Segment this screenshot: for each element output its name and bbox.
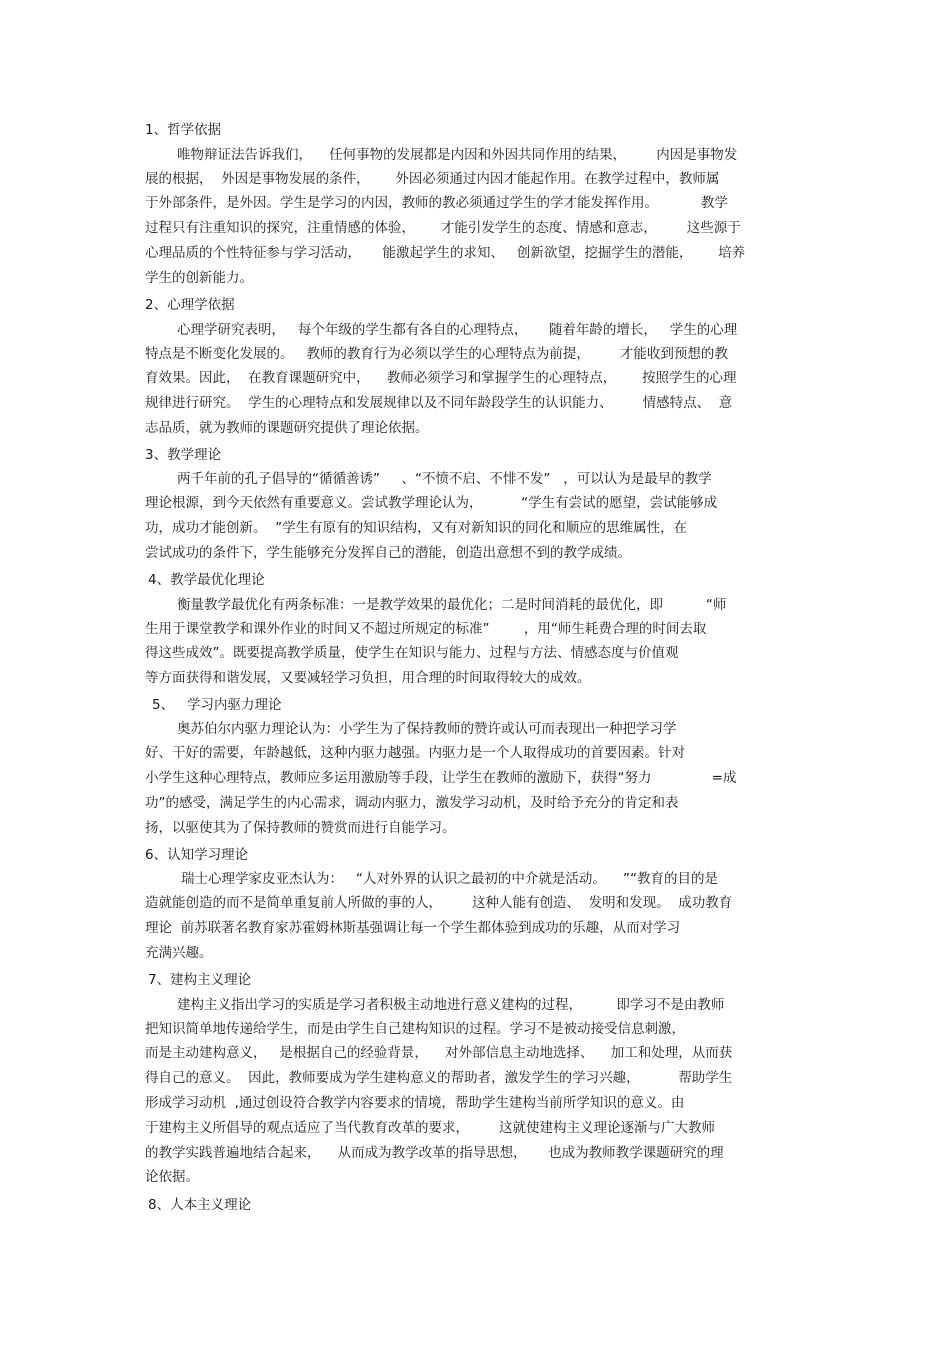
paragraph-line: 小学生这种心理特点，教师应多运用激励等手段，让学生在教师的激励下，获得“努力 =成 (145, 770, 737, 786)
paragraph-line: 好、干好的需要，年龄越低，这种内驱力越强。内驱力是一个人取得成功的首要因素。针对 (145, 745, 685, 761)
paragraph-line: 育效果。因此， 在教育课题研究中， 教师必须学习和掌握学生的心理特点， 按照学生的心理 (145, 370, 737, 386)
paragraph-line: 瑞士心理学家皮亚杰认为： “人对外界的认识之最初的中介就是活动。 ”“教育的目的是 (181, 871, 719, 887)
paragraph-line: 功”的感受，满足学生的内心需求，调动内驱力，激发学习动机，及时给予充分的肯定和表 (145, 795, 679, 811)
paragraph-line: 扬，以驱使其为了保持教师的赞赏而进行自能学习。 (145, 820, 456, 836)
section-heading: 5、 学习内驱力理论 (152, 697, 282, 713)
paragraph-line: 于建构主义所倡导的观点适应了当代教育改革的要求， 这就使建构主义理论逐渐与广大教师 (145, 1120, 716, 1136)
paragraph-line: 于外部条件，是外因。学生是学习的内因，教师的教必须通过学生的学才能发挥作用。 教学 (145, 195, 728, 211)
paragraph-line: 的教学实践普遍地结合起来， 从而成为教学改革的指导思想， 也成为教师教学课题研究的理 (145, 1145, 724, 1161)
section-heading: 7、建构主义理论 (148, 972, 252, 988)
paragraph-line: 特点是不断变化发展的。 教师的教育行为必须以学生的心理特点为前提， 才能收到预想的教 (145, 346, 728, 362)
paragraph-line: 心理学研究表明， 每个年级的学生都有各自的心理特点， 随着年龄的增长， 学生的心理 (177, 322, 738, 338)
paragraph-line: 充满兴趣。 (145, 945, 213, 961)
section-heading: 6、认知学习理论 (145, 847, 249, 863)
paragraph-line: 论依据。 (145, 1169, 199, 1185)
paragraph-line: 把知识简单地传递给学生，而是由学生自己建构知识的过程。学习不是被动接受信息刺激， (145, 1021, 685, 1037)
paragraph-line: 衡量教学最优化有两条标准：一是教学效果的最优化；二是时间消耗的最优化，即 “师 (177, 597, 727, 613)
paragraph-line: 心理品质的个性特征参与学习活动， 能激起学生的求知、 创新欲望，挖掘学生的潜能， 培养 (145, 245, 746, 261)
paragraph-line: 规律进行研究。 学生的心理特点和发展规律以及不同年龄段学生的认识能力、 情感特点、 意 (145, 395, 733, 411)
paragraph-line: 而是主动建构意义， 是根据自己的经验背景， 对外部信息主动地选择、 加工和处理，从而获 (145, 1045, 733, 1061)
paragraph-line: 志品质，就为教师的课题研究提供了理论依据。 (145, 420, 429, 436)
section-heading: 3、教学理论 (145, 447, 222, 463)
paragraph-line: 尝试成功的条件下，学生能够充分发挥自己的潜能，创造出意想不到的教学成绩。 (145, 545, 631, 561)
section-heading: 4、教学最优化理论 (148, 572, 265, 588)
paragraph-line: 理论 前苏联著名教育家苏霍姆林斯基强调让每一个学生都体验到成功的乐趣，从而对学习 (145, 920, 681, 936)
paragraph-line: 两千年前的孔子倡导的“循循善诱” 、“不愤不启、不悱不发” ，可以认为是最早的教学 (177, 471, 712, 487)
paragraph-line: 奥苏伯尔内驱力理论认为：小学生为了保持教师的赞许或认可而表现出一种把学习学 (177, 721, 677, 737)
paragraph-line: 等方面获得和谐发展，又要减轻学习负担，用合理的时间取得较大的成效。 (145, 670, 591, 686)
paragraph-line: 建构主义指出学习的实质是学习者积极主动地进行意义建构的过程， 即学习不是由教师 (177, 997, 725, 1013)
paragraph-line: 展的根据， 外因是事物发展的条件， 外因必须通过内因才能起作用。在教学过程中，教师属 (145, 171, 720, 187)
paragraph-line: 过程只有注重知识的探究，注重情感的体验， 才能引发学生的态度、情感和意志， 这些源于 (145, 220, 741, 236)
section-heading: 1、哲学依据 (145, 122, 222, 138)
paragraph-line: 得这些成效”。既要提高教学质量，使学生在知识与能力、过程与方法、情感态度与价值观 (145, 645, 679, 661)
paragraph-line: 理论根源，到今天依然有重要意义。尝试教学理论认为， “学生有尝试的愿望，尝试能够成 (145, 495, 718, 511)
paragraph-line: 学生的创新能力。 (145, 270, 253, 286)
paragraph-line: 得自己的意义。 因此，教师要成为学生建构意义的帮助者，激发学生的学习兴趣， 帮助学生 (145, 1070, 733, 1086)
paragraph-line: 形成学习动机 ,通过创设符合教学内容要求的情境，帮助学生建构当前所学知识的意义。由 (145, 1095, 685, 1111)
paragraph-line: 造就能创造的而不是简单重复前人所做的事的人， 这种人能有创造、 发明和发现。 成功教育 (145, 895, 733, 911)
paragraph-line: 功，成功才能创新。 ”学生有原有的知识结构，又有对新知识的同化和顺应的思维属性，在 (145, 520, 688, 536)
section-heading: 8、人本主义理论 (148, 1197, 252, 1213)
paragraph-line: 唯物辩证法告诉我们， 任何事物的发展都是内因和外因共同作用的结果， 内因是事物发 (177, 147, 738, 163)
paragraph-line: 生用于课堂教学和课外作业的时间又不超过所规定的标准” ，用“师生耗费合理的时间去取 (145, 621, 707, 637)
section-heading: 2、心理学依据 (145, 297, 235, 313)
